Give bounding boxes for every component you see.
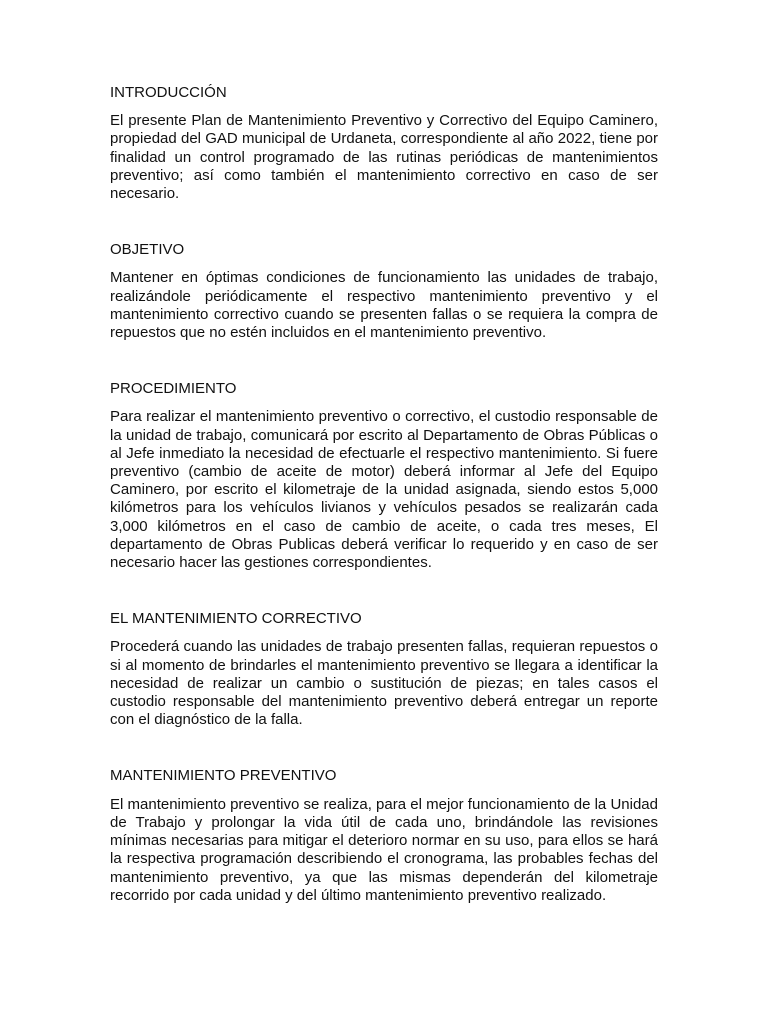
section-paragraph: El mantenimiento preventivo se realiza, para el mejor funcionamiento de la Unidad de Trabajo y prolongar la vida útil de cada uno, brindándole las revisiones mínimas necesarias para mitigar el deterioro normar en su uso, para ellos se hará la respectiva programación describiendo el cronograma, las probables fechas del mantenimiento preventivo, ya que las mismas dependerán del kilometraje recorrido por cada unidad y del último mantenimiento preventivo realizado. [110, 795, 658, 904]
section-heading: OBJETIVO [110, 241, 185, 259]
section-paragraph: El presente Plan de Mantenimiento Preventivo y Correctivo del Equipo Caminero, propiedad del GAD municipal de Urdaneta, correspondiente al año 2022, tiene por finalidad un control programado de las rutinas periódicas de mantenimientos preventivo; así como también el mantenimiento correctivo en caso de ser necesario. [110, 112, 658, 203]
section-introduccion [110, 84, 658, 203]
section-paragraph: Mantener en óptimas condiciones de funcionamiento las unidades de trabajo, realizándole periódicamente el respectivo mantenimiento preventivo y el mantenimiento correctivo cuando se presenten fallas o se requiera la compra de repuestos que no estén incluidos en el mantenimiento preventivo. [110, 269, 658, 342]
section-heading: PROCEDIMIENTO [110, 380, 237, 398]
section-heading: MANTENIMIENTO PREVENTIVO [110, 767, 337, 785]
document-page [110, 84, 658, 905]
section-heading: INTRODUCCIÓN [110, 84, 227, 101]
section-procedimiento [110, 380, 658, 572]
section-mantenimiento-correctivo [110, 610, 658, 729]
section-paragraph: Para realizar el mantenimiento preventivo o correctivo, el custodio responsable de la unidad de trabajo, comunicará por escrito al Departamento de Obras Públicas o al Jefe inmediato la necesidad de efectuarle el respectivo mantenimiento. Si fuere preventivo (cambio de aceite de motor) deberá informar al Jefe del Equipo Caminero, por escrito el kilometraje de la unidad asignada, siendo estos 5,000 kilómetros para los vehículos livianos y vehículos pesados se realizarán cada 3,000 kilómetros en el caso de cambio de aceite, o cada tres meses, El departamento de Obras Publicas deberá verificar lo requerido y en caso de ser necesario hacer las gestiones correspondientes. [110, 408, 658, 572]
section-objetivo [110, 241, 658, 342]
section-heading: EL MANTENIMIENTO CORRECTIVO [110, 610, 362, 628]
section-mantenimiento-preventivo [110, 767, 658, 904]
section-paragraph: Procederá cuando las unidades de trabajo presenten fallas, requieran repuestos o si al momento de brindarles el mantenimiento preventivo se llegara a identificar la necesidad de realizar un cambio o sustitución de piezas; en tales casos el custodio responsable del mantenimiento preventivo deberá entregar un reporte con el diagnóstico de la falla. [110, 638, 658, 729]
